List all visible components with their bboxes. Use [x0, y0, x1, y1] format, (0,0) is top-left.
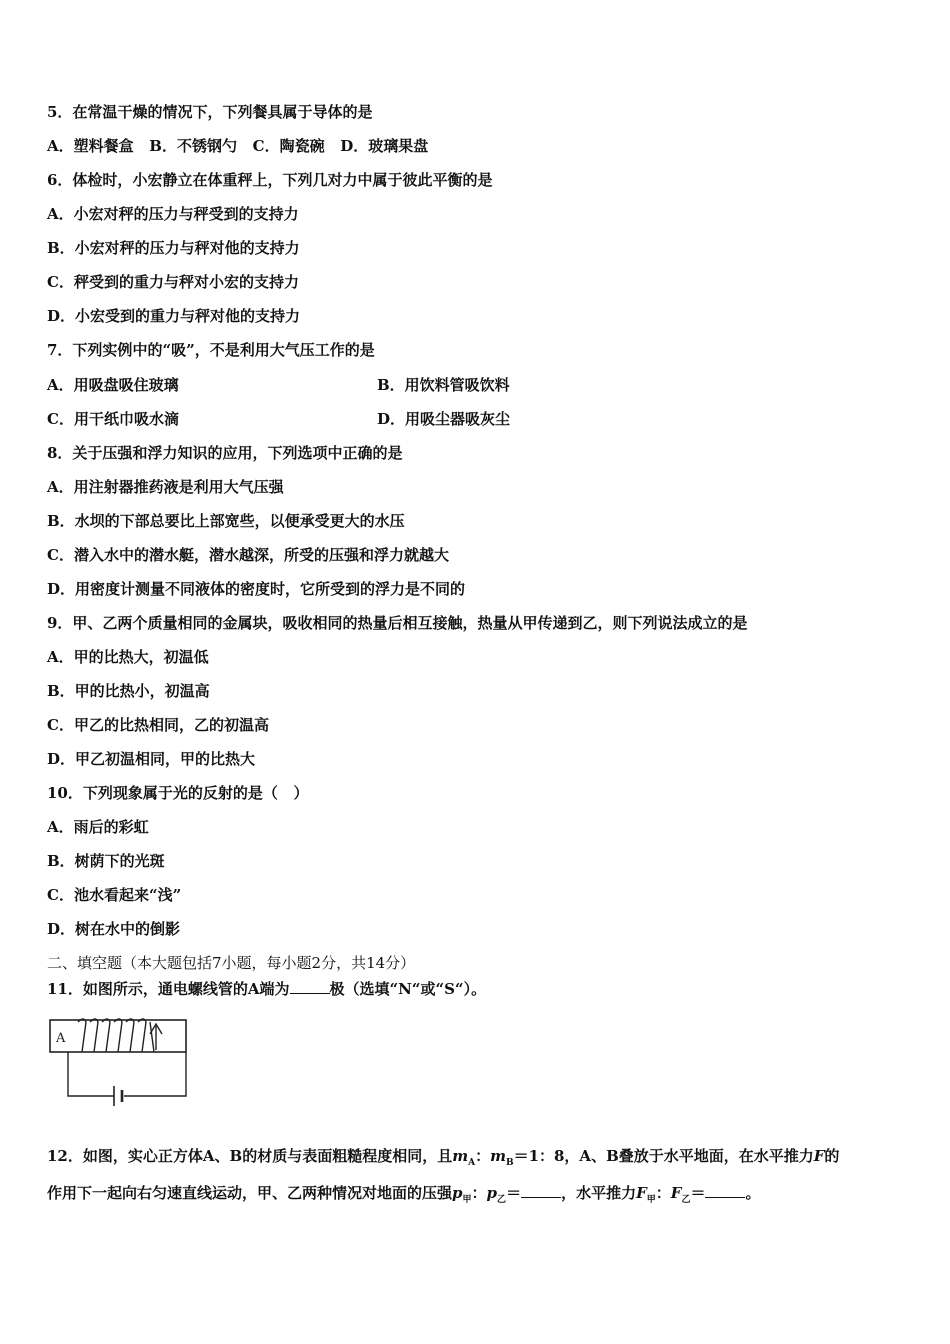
q12-sub-b: B: [505, 1158, 514, 1168]
q8-option-b: B．水坝的下部总要比上部宽些，以便承受更大的水压: [47, 512, 405, 530]
q12-text-1c: 的: [824, 1147, 840, 1165]
q6-option-a: A．小宏对秤的压力与秤受到的支持力: [47, 205, 299, 223]
q8-option-a: A．用注射器推药液是利用大气压强: [47, 478, 284, 496]
q6-option-d: D．小宏受到的重力与秤对他的支持力: [47, 307, 301, 325]
solenoid-coil: [78, 1019, 154, 1052]
q10-stem: 10．下列现象属于光的反射的是（ ）: [47, 784, 309, 802]
q10-option-a: A．雨后的彩虹: [47, 818, 149, 836]
q12-line2: [47, 1183, 760, 1210]
q12-force-symbol: F: [813, 1147, 825, 1165]
q12-text-1b: ＝1：8，A、B叠放于水平地面，在水平推力: [513, 1147, 814, 1165]
q6-option-c: C．秤受到的重力与秤对小宏的支持力: [47, 273, 299, 291]
q12-text-1a: 12．如图，实心正方体A、B的材质与表面粗糙程度相同，且: [47, 1147, 453, 1165]
q12-pressure-ratio-blank[interactable]: [521, 1183, 561, 1198]
q12-text-2b: ，水平推力: [561, 1184, 637, 1202]
q12-eq-1: ＝: [506, 1184, 522, 1202]
q5-options: A．塑料餐盒 B．不锈钢勺 C．陶瓷碗 D．玻璃果盘: [47, 137, 429, 155]
q7-option-d: D．用吸尘器吸灰尘: [377, 410, 511, 428]
q9-option-a: A．甲的比热大，初温低: [47, 648, 209, 666]
solenoid-circuit-figure: [48, 1014, 193, 1112]
wire-right: [124, 1052, 186, 1096]
q7-option-c: C．用干纸巾吸水滴: [47, 410, 179, 428]
q11-stem-after: 极（选填“N“或“S“）。: [329, 980, 487, 998]
q12-colon: ：: [475, 1147, 491, 1165]
q9-option-d: D．甲乙初温相同，甲的比热大: [47, 750, 256, 768]
q12-sub-a: A: [468, 1158, 476, 1168]
q12-m-a: m: [452, 1147, 469, 1165]
q6-stem: 6．体检时，小宏静立在体重秤上，下列几对力中属于彼此平衡的是: [47, 171, 493, 189]
q12-eq-2: ＝: [690, 1184, 706, 1202]
q9-stem: 9．甲、乙两个质量相同的金属块，吸收相同的热量后相互接触，热量从甲传递到乙，则下列说法成立的是: [47, 614, 748, 632]
q12-sub-yi-2: 乙: [681, 1195, 691, 1205]
q6-option-b: B．小宏对秤的压力与秤对他的支持力: [47, 239, 300, 257]
q12-sub-jia: 甲: [462, 1195, 472, 1205]
q7-option-a: A．用吸盘吸住玻璃: [47, 376, 179, 394]
q12-m-b: m: [490, 1147, 506, 1165]
q12-colon-2: ：: [471, 1184, 487, 1202]
q10-option-c: C．池水看起来“浅”: [47, 886, 182, 904]
q12-text-2a: 作用下一起向右匀速直线运动，甲、乙两种情况对地面的压强: [47, 1184, 453, 1202]
q11-stem-before: 11．如图所示，通电螺线管的A端为: [47, 980, 290, 998]
q12-p-jia: p: [452, 1184, 463, 1202]
q9-option-b: B．甲的比热小，初温高: [47, 682, 210, 700]
q10-option-d: D．树在水中的倒影: [47, 920, 181, 938]
solenoid-end-label: A: [56, 1031, 66, 1046]
q8-stem: 8．关于压强和浮力知识的应用，下列选项中正确的是: [47, 444, 403, 462]
q12-sub-jia-2: 甲: [646, 1195, 656, 1205]
q12-colon-3: ：: [655, 1184, 671, 1202]
q12-F-jia: F: [636, 1184, 647, 1202]
q12-period: 。: [745, 1184, 761, 1202]
q12-sub-yi: 乙: [497, 1195, 507, 1205]
q11-answer-blank[interactable]: [290, 979, 330, 994]
q8-option-c: C．潜入水中的潜水艇，潜水越深，所受的压强和浮力就越大: [47, 546, 449, 564]
section-2-heading: 二、填空题（本大题包括7小题，每小题2分，共14分）: [47, 954, 416, 972]
q11-stem: [47, 979, 486, 999]
q5-stem: 5．在常温干燥的情况下，下列餐具属于导体的是: [47, 103, 373, 121]
q12-line1: [47, 1146, 839, 1173]
q12-force-ratio-blank[interactable]: [705, 1183, 745, 1198]
wire-left: [68, 1052, 114, 1096]
q10-option-b: B．树荫下的光斑: [47, 852, 165, 870]
q12-F-yi: F: [670, 1184, 682, 1202]
q8-option-d: D．用密度计测量不同液体的密度时，它所受到的浮力是不同的: [47, 580, 466, 598]
q7-stem: 7．下列实例中的“吸”，不是利用大气压工作的是: [47, 341, 375, 359]
q7-option-b: B．用饮料管吸饮料: [377, 376, 510, 394]
q9-option-c: C．甲乙的比热相同，乙的初温高: [47, 716, 269, 734]
q12-p-yi: p: [486, 1184, 498, 1202]
